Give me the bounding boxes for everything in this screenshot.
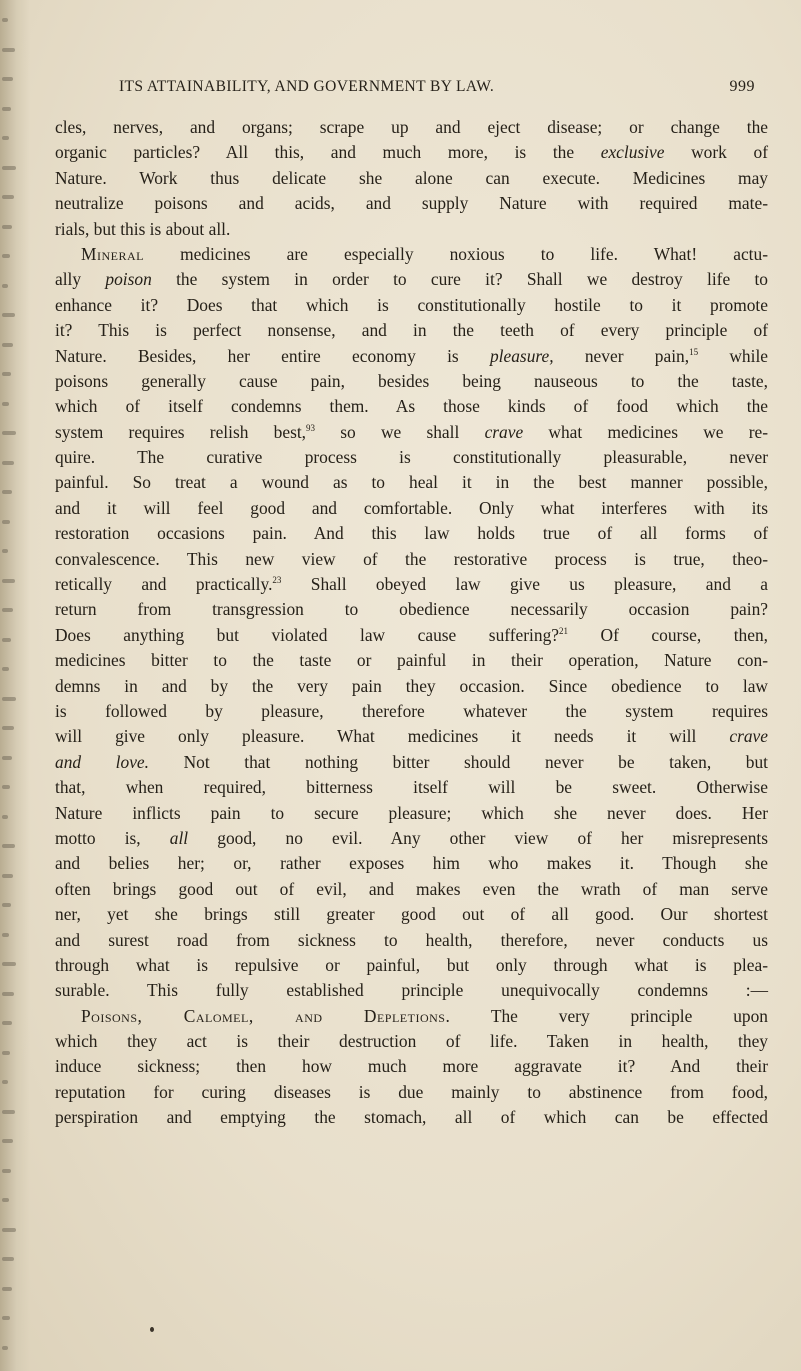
text-run: Shall obeyed law give us pleasure, and a [281, 574, 768, 595]
text-run: good, no evil. Any other view of her misrepresents [188, 827, 768, 848]
text-line [55, 572, 768, 597]
italic-text: poison [105, 269, 152, 290]
text-run: often brings good out of evil, and makes even the wrath of man serve [55, 878, 768, 899]
text-line [55, 140, 768, 165]
text-line [55, 344, 768, 369]
text-run: surable. This fully established principle unequivocally condemns :— [55, 980, 768, 1001]
binding-mark [2, 1051, 10, 1055]
footnote-ref: 23 [272, 575, 282, 586]
binding-mark [2, 785, 10, 789]
small-caps-text: Poisons, Calomel, and Depletions. [81, 1005, 451, 1026]
binding-mark [2, 1080, 8, 1084]
binding-mark [2, 225, 12, 229]
text-line [55, 928, 768, 953]
text-run: it? This is perfect nonsense, and in the teeth of every principle of [55, 320, 768, 341]
text-line [55, 369, 768, 394]
text-run: and it will feel good and comfortable. Only what interferes with its [55, 497, 768, 518]
binding-mark [2, 1021, 12, 1025]
text-line [55, 775, 768, 800]
italic-text: crave [729, 726, 768, 747]
running-head [119, 78, 759, 102]
binding-mark [2, 431, 16, 435]
binding-mark [2, 372, 11, 376]
text-line [55, 547, 768, 572]
text-run: quire. The curative process is constitutionally pleasurable, never [55, 447, 768, 468]
binding-mark [2, 284, 8, 288]
text-line [55, 724, 768, 749]
text-run: retically and practically. [55, 574, 273, 595]
text-run: reputation for curing diseases is due mainly to abstinence from food, [55, 1081, 768, 1102]
text-line [55, 826, 768, 851]
text-run: restoration occasions pain. And this law holds true of all forms of [55, 523, 768, 544]
text-line [55, 191, 768, 216]
binding-mark [2, 136, 9, 140]
italic-text: all [169, 827, 189, 848]
text-run: will give only pleasure. What medicines it needs it will [55, 726, 730, 747]
binding-mark [2, 903, 11, 907]
binding-mark [2, 195, 14, 199]
binding-mark [2, 697, 16, 701]
italic-text: pleasure, [489, 345, 554, 366]
binding-mark [2, 254, 10, 258]
text-line [55, 699, 768, 724]
text-run: and belies her; or, rather exposes him who makes it. Though she [55, 853, 768, 874]
footnote-ref: 93 [306, 422, 316, 433]
text-line [55, 750, 768, 775]
binding-mark [2, 343, 13, 347]
text-run: enhance it? Does that which is constitutionally hostile to it promote [55, 294, 768, 315]
text-line [55, 394, 768, 419]
text-run: ally [55, 269, 106, 290]
text-line [55, 445, 768, 470]
text-line [55, 470, 768, 495]
text-run: which they act is their destruction of life. Taken in health, they [55, 1031, 768, 1052]
text-run: Does anything but violated law cause suffering? [55, 624, 559, 645]
binding-mark [2, 1198, 9, 1202]
text-line [55, 648, 768, 673]
text-line [55, 1054, 768, 1079]
text-run: Nature. Besides, her entire economy is [55, 345, 490, 366]
text-line [55, 293, 768, 318]
italic-text: and love. [55, 751, 149, 772]
text-run: rials, but this is about all. [55, 218, 231, 239]
text-line [55, 521, 768, 546]
italic-text: crave [484, 421, 524, 442]
binding-mark [2, 490, 12, 494]
text-run: and surest road from sickness to health, therefore, never conducts us [55, 929, 768, 950]
text-run: neutralize poisons and acids, and supply Nature with required mate- [55, 193, 768, 214]
text-line [55, 420, 768, 445]
running-title: ITS ATTAINABILITY, AND GOVERNMENT BY LAW. [119, 78, 495, 95]
binding-mark [2, 726, 14, 730]
binding-mark [2, 461, 14, 465]
text-line [55, 851, 768, 876]
binding-mark [2, 756, 12, 760]
text-run: cles, nerves, and organs; scrape up and eject disease; or change the [55, 117, 768, 137]
text-run: the system in order to cure it? Shall we destroy life to [151, 269, 768, 290]
text-run: poisons generally cause pain, besides being nauseous to the taste, [55, 370, 768, 391]
binding-mark [2, 313, 15, 317]
text-run: so we shall [315, 421, 485, 442]
italic-text: exclusive [600, 142, 665, 163]
text-line [55, 496, 768, 521]
text-run: Of course, then, [568, 624, 768, 645]
text-line [55, 217, 768, 242]
text-line [55, 1080, 768, 1105]
binding-mark [2, 402, 9, 406]
text-run: painful. So treat a wound as to heal it in the best manner possible, [55, 472, 768, 493]
text-run: is followed by pleasure, therefore whatever the system requires [55, 700, 768, 721]
binding-mark [2, 1257, 14, 1261]
text-run: induce sickness; then how much more aggravate it? And their [55, 1056, 768, 1077]
text-run: return from transgression to obedience necessarily occasion pain? [55, 599, 768, 620]
binding-mark [2, 608, 13, 612]
text-run: Nature inflicts pain to secure pleasure; which she never does. Her [55, 802, 768, 823]
text-line [55, 166, 768, 191]
binding-edge [0, 0, 30, 1371]
binding-mark [2, 1346, 8, 1350]
text-line [55, 674, 768, 699]
text-line [55, 597, 768, 622]
binding-mark [2, 815, 8, 819]
binding-mark [2, 992, 14, 996]
text-run: Nature. Work thus delicate she alone can execute. Medicines may [55, 167, 768, 188]
text-line [55, 242, 768, 267]
text-line [55, 1029, 768, 1054]
text-line [55, 623, 768, 648]
text-run: through what is repulsive or painful, but only through what is plea- [55, 954, 768, 975]
text-run: demns in and by the very pain they occasion. Since obedience to law [55, 675, 768, 696]
text-run: what medicines we re- [523, 421, 769, 442]
binding-mark [2, 962, 16, 966]
ink-speck [150, 1327, 154, 1332]
text-line [55, 877, 768, 902]
text-run: The very principle upon [450, 1005, 768, 1026]
text-run: work of [664, 142, 768, 163]
binding-mark [2, 667, 9, 671]
text-line [55, 1105, 768, 1130]
text-line [55, 902, 768, 927]
footnote-ref: 15 [689, 346, 699, 357]
page-number: 999 [729, 78, 755, 95]
text-line [55, 318, 768, 343]
binding-mark [2, 107, 11, 111]
text-line [55, 978, 768, 1003]
binding-mark [2, 1228, 16, 1232]
text-run: system requires relish best, [55, 421, 307, 442]
text-run: motto is, [55, 827, 170, 848]
binding-mark [2, 1316, 10, 1320]
binding-mark [2, 18, 8, 22]
text-line [55, 115, 768, 140]
text-run: never pain, [553, 345, 690, 366]
text-line [55, 267, 768, 292]
text-run: Not that nothing bitter should never be taken, but [149, 751, 768, 772]
binding-mark [2, 933, 9, 937]
binding-mark [2, 874, 13, 878]
binding-mark [2, 166, 16, 170]
text-line [55, 801, 768, 826]
binding-mark [2, 1110, 15, 1114]
binding-mark [2, 844, 15, 848]
binding-mark [2, 1169, 11, 1173]
text-run: which of itself condemns them. As those kinds of food which the [55, 396, 768, 417]
text-run: perspiration and emptying the stomach, all of which can be effected [55, 1107, 768, 1128]
text-run: medicines are especially noxious to life. What! actu- [143, 243, 768, 264]
binding-mark [2, 520, 10, 524]
binding-mark [2, 638, 11, 642]
footnote-ref: 21 [559, 625, 568, 636]
small-caps-text: Mineral [81, 243, 144, 264]
text-run: convalescence. This new view of the restorative process is true, theo- [55, 548, 768, 569]
binding-mark [2, 1287, 12, 1291]
body-text [55, 115, 768, 1131]
binding-mark [2, 579, 15, 583]
text-run: ner, yet she brings still greater good out of all good. Our shortest [55, 904, 768, 925]
text-run: that, when required, bitterness itself will be sweet. Otherwise [55, 777, 768, 798]
text-line [55, 1004, 768, 1029]
text-run: organic particles? All this, and much more, is the [55, 142, 601, 163]
binding-mark [2, 77, 13, 81]
text-run: medicines bitter to the taste or painful in their operation, Nature con- [55, 650, 768, 671]
text-line [55, 953, 768, 978]
binding-mark [2, 549, 8, 553]
binding-mark [2, 48, 15, 52]
binding-mark [2, 1139, 13, 1143]
text-run: while [698, 345, 769, 366]
